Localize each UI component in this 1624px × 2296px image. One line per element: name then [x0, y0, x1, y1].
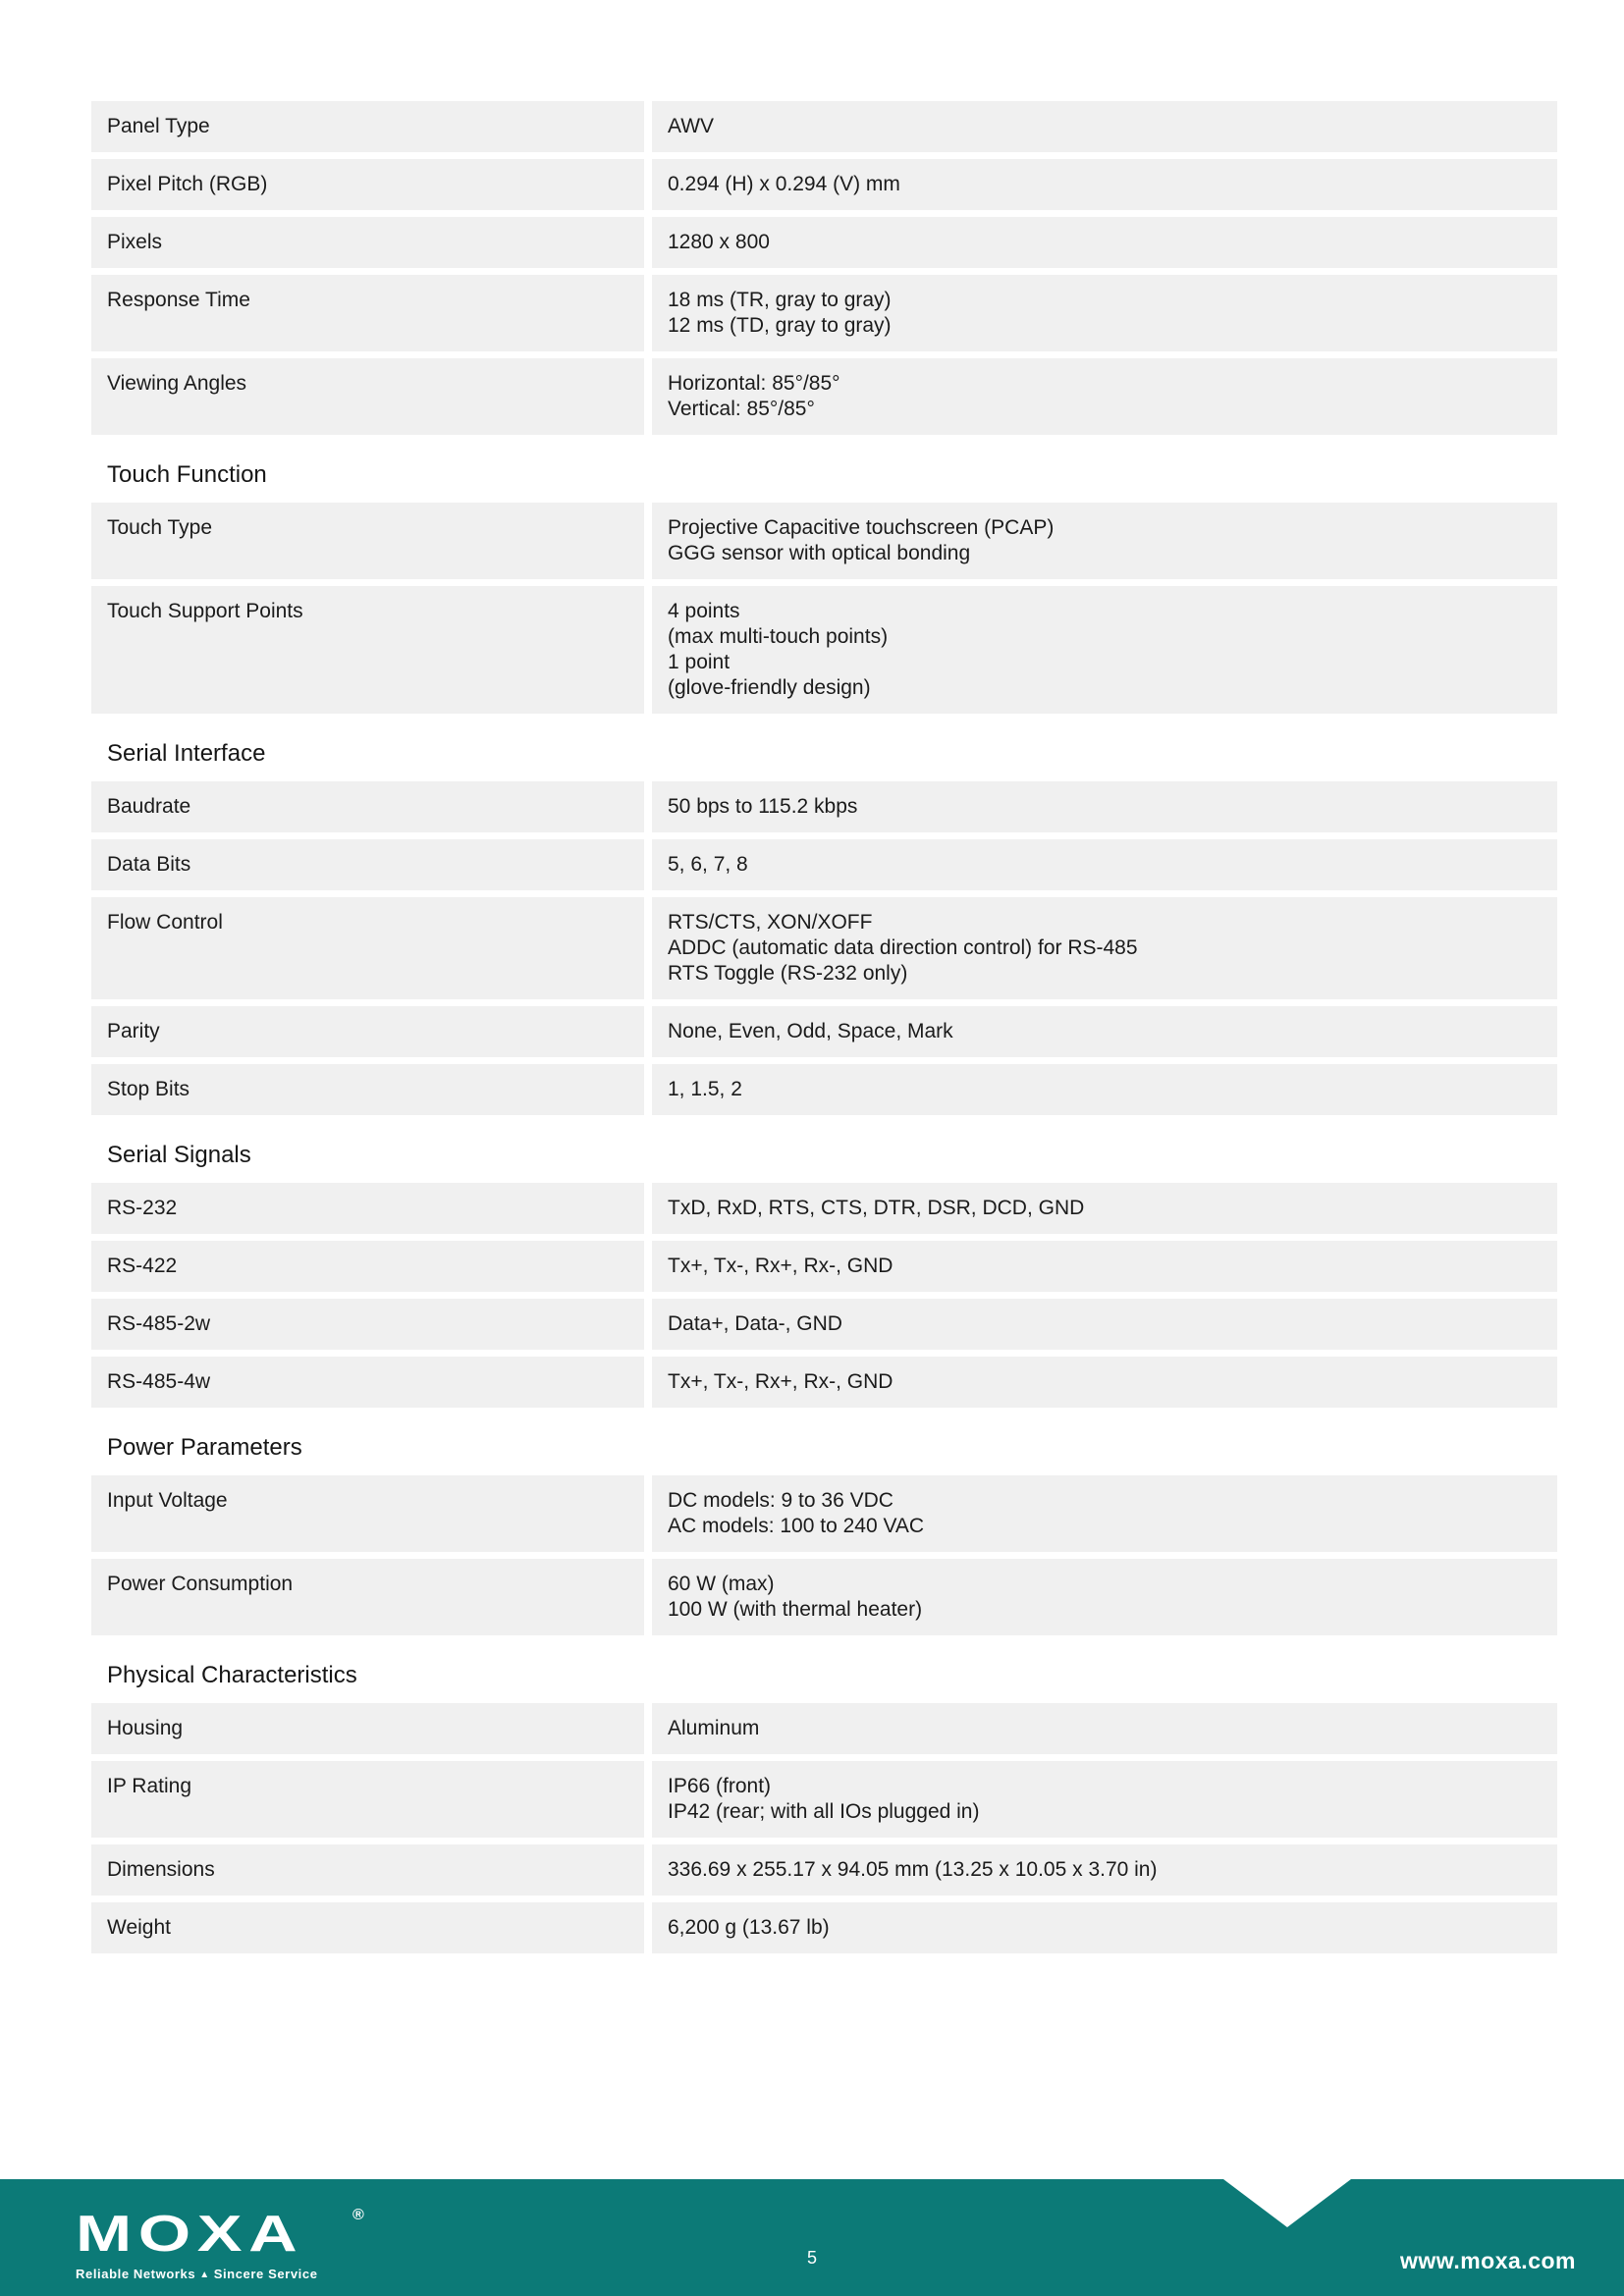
spec-row: [91, 839, 1557, 890]
spec-row: [91, 586, 1557, 714]
spec-value-cell: [652, 897, 1557, 999]
spec-label-cell: Baudrate: [91, 781, 644, 832]
spec-value-cell: [652, 1183, 1557, 1234]
spec-value-cell: [652, 1703, 1557, 1754]
page-number: 5: [806, 2248, 818, 2268]
spec-value-cell: [652, 358, 1557, 435]
spec-label-cell: Parity: [91, 1006, 644, 1057]
spec-label-cell: Touch Type: [91, 503, 644, 579]
website-link: www.moxa.com: [1400, 2248, 1576, 2273]
spec-label-cell: Weight: [91, 1902, 644, 1953]
spec-label-cell: IP Rating: [91, 1761, 644, 1838]
spec-row: [91, 1902, 1557, 1953]
spec-value-line: 1, 1.5, 2: [668, 1078, 742, 1100]
spec-label-cell: Viewing Angles: [91, 358, 644, 435]
spec-row: [91, 1006, 1557, 1057]
spec-value-line: TxD, RxD, RTS, CTS, DTR, DSR, DCD, GND: [668, 1197, 1085, 1219]
spec-row: [91, 217, 1557, 268]
spec-value-cell: [652, 586, 1557, 714]
spec-value-cell: [652, 1559, 1557, 1635]
spec-label-cell: Pixels: [91, 217, 644, 268]
spec-value-cell: [652, 839, 1557, 890]
spec-value-line: 5, 6, 7, 8: [668, 853, 748, 876]
spec-value-line: 0.294 (H) x 0.294 (V) mm: [668, 173, 900, 195]
spec-label-cell: Flow Control: [91, 897, 644, 999]
spec-label-cell: Power Consumption: [91, 1559, 644, 1635]
spec-value-line: AC models: 100 to 240 VAC: [668, 1515, 925, 1537]
spec-row: [91, 1183, 1557, 1234]
spec-value-line: 18 ms (TR, gray to gray): [668, 289, 892, 311]
spec-value-cell: [652, 781, 1557, 832]
spec-row: [91, 503, 1557, 579]
spec-value-line: None, Even, Odd, Space, Mark: [668, 1020, 953, 1042]
registered-trademark-icon: ®: [352, 2207, 364, 2223]
spec-row: [91, 275, 1557, 351]
spec-row: [91, 101, 1557, 152]
spec-value-cell: [652, 503, 1557, 579]
section-title: Physical Characteristics: [107, 1662, 357, 1688]
spec-value-line: IP66 (front): [668, 1775, 772, 1797]
section-title: Serial Signals: [107, 1142, 251, 1168]
spec-value-line: Data+, Data-, GND: [668, 1312, 842, 1335]
spec-value-line: 336.69 x 255.17 x 94.05 mm (13.25 x 10.05 x 3.70 in): [668, 1858, 1158, 1881]
spec-value-line: Vertical: 85°/85°: [668, 398, 815, 420]
spec-value-line: 1280 x 800: [668, 231, 770, 253]
spec-value-line: Tx+, Tx-, Rx+, Rx-, GND: [668, 1370, 893, 1393]
spec-value-cell: [652, 217, 1557, 268]
spec-value-line: Aluminum: [668, 1717, 760, 1739]
spec-row: [91, 1559, 1557, 1635]
spec-value-line: GGG sensor with optical bonding: [668, 542, 971, 564]
spec-row: [91, 1844, 1557, 1896]
spec-value-cell: [652, 1844, 1557, 1896]
tagline-right: Sincere Service: [213, 2267, 318, 2281]
section-title: Power Parameters: [107, 1434, 302, 1461]
spec-label-cell: RS-232: [91, 1183, 644, 1234]
spec-value-line: (glove-friendly design): [668, 676, 871, 699]
spec-value-line: RTS Toggle (RS-232 only): [668, 962, 908, 985]
spec-label-cell: Housing: [91, 1703, 644, 1754]
spec-value-cell: [652, 159, 1557, 210]
section-title: Touch Function: [107, 461, 267, 488]
spec-row: [91, 781, 1557, 832]
spec-value-line: 60 W (max): [668, 1573, 775, 1595]
logo-tagline: [76, 2267, 318, 2281]
spec-row: [91, 1241, 1557, 1292]
spec-label-cell: Stop Bits: [91, 1064, 644, 1115]
spec-label-cell: RS-485-2w: [91, 1299, 644, 1350]
spec-value-line: Projective Capacitive touchscreen (PCAP): [668, 516, 1055, 539]
spec-value-line: 12 ms (TD, gray to gray): [668, 314, 892, 337]
spec-row: [91, 159, 1557, 210]
spec-value-line: ADDC (automatic data direction control) for RS-485: [668, 936, 1138, 959]
spec-value-line: RTS/CTS, XON/XOFF: [668, 911, 873, 934]
spec-row: [91, 1475, 1557, 1552]
spec-value-line: Tx+, Tx-, Rx+, Rx-, GND: [668, 1255, 893, 1277]
notch-triangle-icon: [1223, 2179, 1351, 2227]
spec-row: [91, 897, 1557, 999]
moxa-wordmark: MOXA: [76, 2206, 304, 2263]
tagline-left: Reliable Networks: [76, 2267, 196, 2281]
mountain-icon: ▲: [199, 2269, 210, 2280]
spec-value-line: 50 bps to 115.2 kbps: [668, 795, 858, 818]
spec-value-line: Horizontal: 85°/85°: [668, 372, 840, 395]
spec-label-cell: Dimensions: [91, 1844, 644, 1896]
spec-row: [91, 1299, 1557, 1350]
spec-row: [91, 358, 1557, 435]
spec-label-cell: Response Time: [91, 275, 644, 351]
spec-value-line: IP42 (rear; with all IOs plugged in): [668, 1800, 980, 1823]
spec-value-line: 100 W (with thermal heater): [668, 1598, 923, 1621]
spec-value-line: AWV: [668, 115, 715, 137]
spec-value-cell: [652, 101, 1557, 152]
spec-row: [91, 1064, 1557, 1115]
spec-value-cell: [652, 275, 1557, 351]
spec-label-cell: Panel Type: [91, 101, 644, 152]
spec-value-cell: [652, 1761, 1557, 1838]
spec-value-line: 4 points: [668, 600, 740, 622]
spec-row: [91, 1703, 1557, 1754]
spec-value-line: 1 point: [668, 651, 731, 673]
spec-value-cell: [652, 1006, 1557, 1057]
spec-value-cell: [652, 1299, 1557, 1350]
spec-label-cell: Data Bits: [91, 839, 644, 890]
spec-label-cell: Pixel Pitch (RGB): [91, 159, 644, 210]
spec-value-cell: [652, 1357, 1557, 1408]
spec-label-cell: RS-422: [91, 1241, 644, 1292]
spec-label-cell: Touch Support Points: [91, 586, 644, 714]
spec-row: [91, 1357, 1557, 1408]
moxa-logo: [76, 2206, 364, 2281]
spec-row: [91, 1761, 1557, 1838]
spec-value-cell: [652, 1902, 1557, 1953]
spec-value-line: 6,200 g (13.67 lb): [668, 1916, 830, 1939]
spec-value-cell: [652, 1475, 1557, 1552]
footer-band: [0, 2179, 1624, 2296]
spec-value-line: DC models: 9 to 36 VDC: [668, 1489, 893, 1512]
spec-table: [91, 101, 1557, 1960]
spec-value-cell: [652, 1241, 1557, 1292]
section-title: Serial Interface: [107, 740, 266, 767]
spec-label-cell: Input Voltage: [91, 1475, 644, 1552]
spec-value-cell: [652, 1064, 1557, 1115]
spec-value-line: (max multi-touch points): [668, 625, 889, 648]
spec-label-cell: RS-485-4w: [91, 1357, 644, 1408]
